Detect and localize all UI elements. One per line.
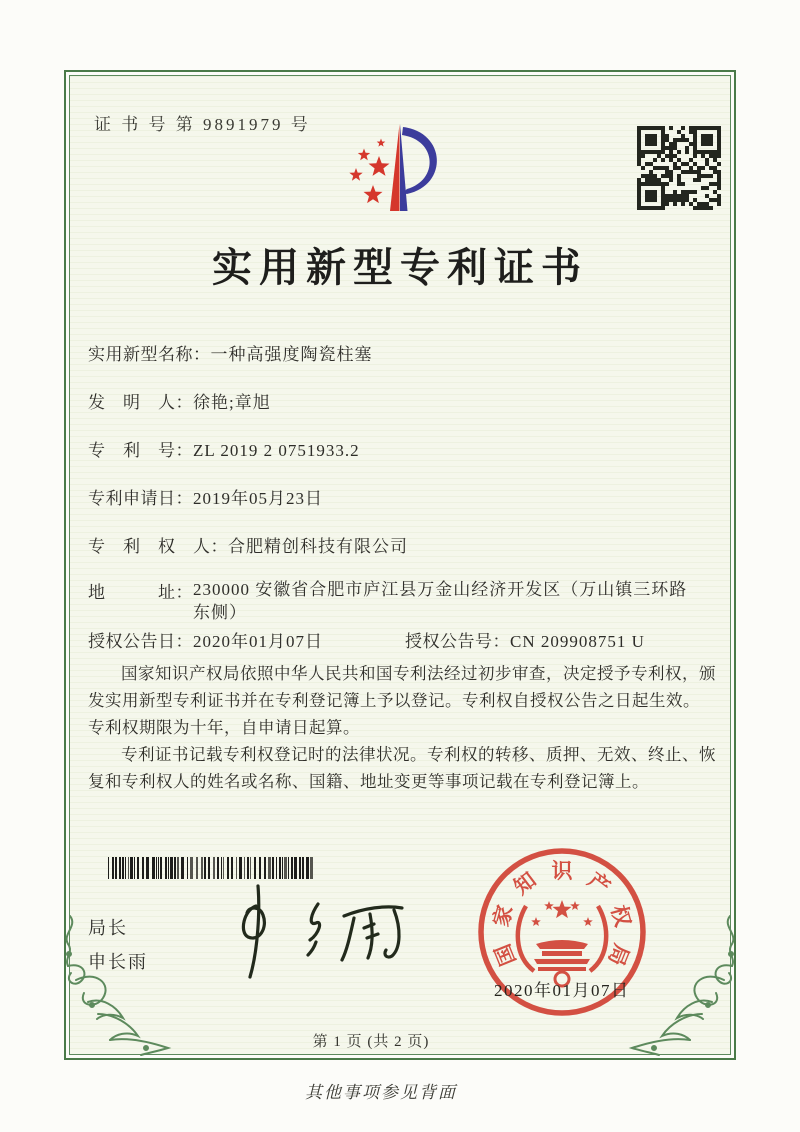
field-value: CN 209908751 U xyxy=(510,632,645,651)
signature-icon xyxy=(226,880,421,982)
field-label: 授权公告号： xyxy=(405,632,510,651)
floral-corner-ornament-icon xyxy=(56,912,206,1062)
field-label: 专 利 号： xyxy=(88,441,193,460)
barcode xyxy=(108,857,314,879)
seal-date: 2020年01月07日 xyxy=(494,981,630,1000)
field-filing-date xyxy=(88,484,718,509)
legal-paragraph: 国家知识产权局依照中华人民共和国专利法经过初步审查，决定授予专利权，颁发实用新型专利证书并在专利登记簿上予以登记。专利权自授权公告之日起生效。专利权期限为十年，自申请日起算。 xyxy=(88,664,716,737)
field-patent-number xyxy=(88,436,718,461)
page-number: 第 1 页 (共 2 页) xyxy=(312,1034,430,1050)
field-address xyxy=(88,578,718,624)
qr-code xyxy=(637,126,721,210)
field-value: 徐艳;章旭 xyxy=(193,393,271,412)
field-value: 2020年01月07日 xyxy=(193,632,323,651)
legal-text-block xyxy=(88,660,716,795)
field-label: 专 利 权 人： xyxy=(88,537,228,556)
cnipa-logo-icon xyxy=(340,110,460,228)
field-label: 实用新型名称： xyxy=(88,345,211,364)
back-note: 其他事项参见背面 xyxy=(305,1083,457,1102)
field-inventor xyxy=(88,388,718,413)
svg-text:国: 国 xyxy=(490,940,521,970)
national-emblem-icon xyxy=(518,900,606,986)
logo-stars-icon xyxy=(349,139,389,204)
field-value: 230000 安徽省合肥市庐江县万金山经济开发区（万山镇三环路东侧） xyxy=(193,580,688,622)
certificate-number: 证 书 号 第 9891979 号 xyxy=(94,115,311,134)
field-utility-model-name xyxy=(88,340,718,365)
signer-title: 局长 xyxy=(88,918,128,938)
svg-text:局: 局 xyxy=(603,940,634,970)
field-label: 地 址： xyxy=(88,583,193,602)
svg-text:产: 产 xyxy=(583,867,615,900)
field-label: 授权公告日： xyxy=(88,632,193,651)
svg-text:识: 识 xyxy=(551,859,573,883)
field-patentee xyxy=(88,532,718,557)
signer-name: 申长雨 xyxy=(88,952,148,972)
field-value: 2019年05月23日 xyxy=(193,489,323,508)
field-label: 发 明 人： xyxy=(88,393,193,412)
field-value: 一种高强度陶瓷柱塞 xyxy=(210,345,373,364)
svg-text:家: 家 xyxy=(488,902,518,930)
field-value: ZL 2019 2 0751933.2 xyxy=(193,441,360,460)
svg-text:权: 权 xyxy=(606,902,636,930)
field-grant-number xyxy=(405,627,645,652)
certificate-title: 实用新型专利证书 xyxy=(212,245,588,290)
field-grant-date xyxy=(88,627,718,652)
field-label: 专利申请日： xyxy=(88,489,193,508)
field-value: 合肥精创科技有限公司 xyxy=(228,537,408,556)
legal-paragraph: 专利证书记载专利权登记时的法律状况。专利权的转移、质押、无效、终止、恢复和专利权人的姓名或名称、国籍、地址变更等事项记载在专利登记簿上。 xyxy=(88,745,716,791)
svg-text:知: 知 xyxy=(509,867,541,900)
